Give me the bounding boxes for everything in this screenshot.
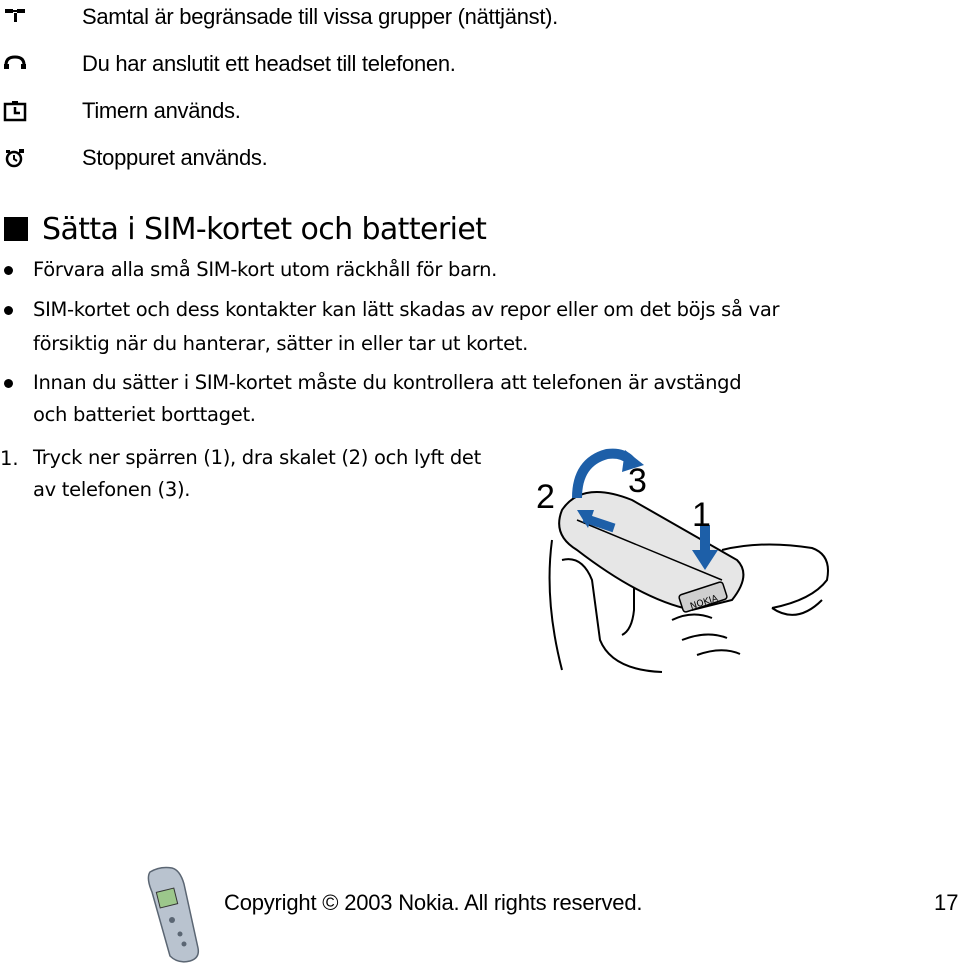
callout-label: 2: [536, 478, 555, 516]
bullet-dot-icon: [4, 379, 13, 388]
step-line: av telefonen (3).: [33, 478, 191, 501]
bullet-dot-icon: [4, 306, 13, 315]
phone-brand-text: NOKIA: [689, 593, 720, 613]
callout-label: 3: [628, 462, 647, 500]
status-text: Du har anslutit ett headset till telefonen.: [82, 51, 456, 76]
stopwatch-icon: [2, 147, 28, 169]
bullet-item-line: Innan du sätter i SIM-kortet måste du kontrollera att telefonen är avstängd: [33, 371, 742, 394]
bullet-item-line: SIM-kortet och dess kontakter kan lätt skadas av repor eller om det böjs så var: [33, 298, 780, 321]
callout-label: 1: [692, 496, 711, 534]
headset-icon: [2, 53, 28, 75]
section-heading: [0, 206, 486, 252]
bullet-item: Förvara alla små SIM-kort utom räckhåll för barn.: [33, 258, 498, 281]
bullet-item-line: försiktig när du hanterar, sätter in eller tar ut kortet.: [33, 332, 529, 355]
status-text: Samtal är begränsade till vissa grupper (nättjänst).: [82, 4, 558, 29]
copyright-notice: Copyright © 2003 Nokia. All rights reserved.: [224, 890, 643, 915]
status-text: Stoppuret används.: [82, 145, 268, 170]
step-line: Tryck ner spärren (1), dra skalet (2) och lyft det: [33, 446, 481, 469]
restricted-network-icon: [2, 6, 28, 28]
nokia-phone-logo-icon: [140, 864, 210, 964]
timer-icon: [2, 100, 28, 122]
section-title: Sätta i SIM-kortet och batteriet: [42, 211, 487, 247]
bullet-dot-icon: [4, 266, 13, 275]
status-text: Timern används.: [82, 98, 241, 123]
phone-cover-removal-illustration: [522, 440, 842, 680]
bullet-item-line: och batteriet borttaget.: [33, 403, 256, 426]
page-number: 17: [934, 890, 959, 915]
heading-square-icon: [4, 217, 28, 241]
step-number: 1.: [0, 447, 19, 470]
